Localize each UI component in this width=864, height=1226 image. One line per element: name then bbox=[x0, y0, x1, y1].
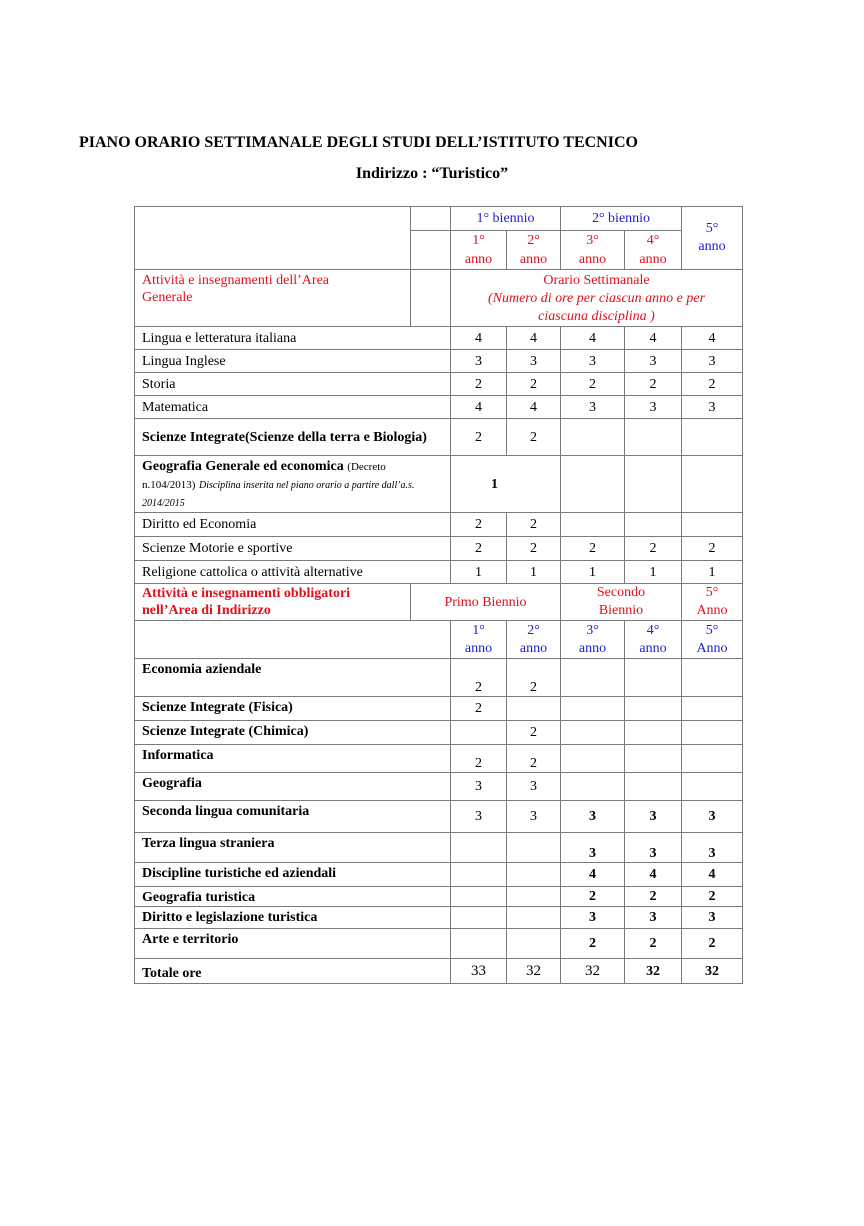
header-year-2 bbox=[507, 231, 561, 270]
subject-name: Diritto e legislazione turistica bbox=[135, 907, 451, 929]
subject-name: Lingua e letteratura italiana bbox=[135, 327, 451, 350]
hours-cell: 4 bbox=[561, 863, 625, 887]
hours-cell: 2 bbox=[451, 373, 507, 396]
subject-name: Scienze Integrate (Chimica) bbox=[135, 721, 451, 745]
hours-cell: 2 bbox=[507, 659, 561, 697]
hours-cell: 3 bbox=[625, 833, 682, 863]
anno-label: Anno bbox=[696, 640, 728, 656]
header-spacer-cell bbox=[411, 231, 451, 270]
hours-cell bbox=[682, 697, 743, 721]
decreto-ref: (Decreto bbox=[347, 461, 386, 473]
hours-cell: 2 bbox=[507, 419, 561, 456]
subject-name: Religione cattolica o attività alternative bbox=[135, 561, 451, 584]
hours-cell: 3 bbox=[451, 773, 507, 801]
hours-cell: 1 bbox=[451, 456, 561, 513]
hours-cell bbox=[682, 773, 743, 801]
header-biennio-1: 1° biennio bbox=[451, 207, 561, 231]
hours-cell bbox=[625, 659, 682, 697]
hours-cell: 1 bbox=[507, 561, 561, 584]
table-row bbox=[135, 801, 743, 833]
hours-cell bbox=[625, 773, 682, 801]
hours-cell bbox=[682, 745, 743, 773]
subject-name: Economia aziendale bbox=[135, 659, 451, 697]
area-indirizzo-label: Attività e insegnamenti obbligatori nell’Area di Indirizzo bbox=[135, 584, 411, 621]
year-label: 1° bbox=[472, 233, 485, 248]
hours-cell: 3 bbox=[682, 833, 743, 863]
indirizzo-year-4 bbox=[625, 621, 682, 659]
indirizzo-year-1 bbox=[451, 621, 507, 659]
hours-cell: 3 bbox=[625, 396, 682, 419]
hours-cell: 1 bbox=[451, 561, 507, 584]
table-row bbox=[135, 350, 743, 373]
hours-cell: 3 bbox=[682, 907, 743, 929]
hours-cell bbox=[561, 773, 625, 801]
geografia-generale-name bbox=[135, 456, 451, 513]
subject-name: Scienze Integrate(Scienze della terra e Biologia) bbox=[135, 419, 451, 456]
table-row bbox=[135, 327, 743, 350]
year-label: 2° bbox=[527, 622, 540, 638]
hours-cell: 2 bbox=[682, 373, 743, 396]
hours-cell: 4 bbox=[507, 327, 561, 350]
totale-value: 32 bbox=[682, 959, 743, 984]
hours-cell bbox=[451, 863, 507, 887]
hours-cell bbox=[451, 721, 507, 745]
table-row bbox=[135, 929, 743, 959]
year-label: 5° bbox=[705, 221, 719, 236]
indirizzo-years-empty bbox=[135, 621, 451, 659]
hours-cell: 2 bbox=[561, 373, 625, 396]
quinto-anno-header bbox=[682, 584, 743, 621]
year-label: 3° bbox=[586, 233, 599, 248]
subject-name: Lingua Inglese bbox=[135, 350, 451, 373]
hours-cell: 3 bbox=[561, 801, 625, 833]
anno-label: anno bbox=[519, 640, 548, 656]
hours-cell bbox=[507, 833, 561, 863]
table-row bbox=[135, 513, 743, 537]
hours-cell bbox=[451, 887, 507, 907]
hours-cell bbox=[507, 697, 561, 721]
table-row bbox=[135, 659, 743, 697]
header-empty-cell bbox=[135, 207, 411, 270]
hours-cell: 3 bbox=[561, 907, 625, 929]
anno-label: anno bbox=[578, 640, 607, 656]
geografia-note: Disciplina inserita nel piano orario a partire dall’a.s. 2014/2015 bbox=[142, 480, 415, 509]
subject-name: Discipline turistiche ed aziendali bbox=[135, 863, 451, 887]
totale-value: 33 bbox=[451, 959, 507, 984]
hours-cell: 2 bbox=[507, 721, 561, 745]
hours-cell bbox=[625, 745, 682, 773]
table-row bbox=[135, 907, 743, 929]
hours-cell bbox=[625, 721, 682, 745]
subject-name: Arte e territorio bbox=[135, 929, 451, 959]
year-label: 3° bbox=[586, 622, 599, 638]
orario-settimanale-cell bbox=[451, 270, 743, 327]
indirizzo-year-3 bbox=[561, 621, 625, 659]
hours-cell bbox=[682, 659, 743, 697]
hours-cell: 2 bbox=[507, 745, 561, 773]
hours-cell bbox=[507, 887, 561, 907]
year-label: 2° bbox=[527, 233, 540, 248]
table-row bbox=[135, 697, 743, 721]
hours-cell: 3 bbox=[451, 801, 507, 833]
hours-cell: 4 bbox=[625, 863, 682, 887]
hours-cell bbox=[625, 456, 682, 513]
hours-cell: 3 bbox=[561, 396, 625, 419]
hours-cell: 2 bbox=[451, 513, 507, 537]
secondo-biennio-header: Secondo Biennio bbox=[561, 584, 682, 621]
hours-cell: 2 bbox=[682, 537, 743, 561]
hours-cell bbox=[682, 513, 743, 537]
hours-cell: 2 bbox=[561, 929, 625, 959]
hours-cell bbox=[625, 697, 682, 721]
hours-cell: 2 bbox=[451, 659, 507, 697]
anno-label: anno bbox=[464, 640, 493, 656]
hours-cell: 2 bbox=[451, 537, 507, 561]
subject-name: Informatica bbox=[135, 745, 451, 773]
year-label: 5° bbox=[705, 622, 719, 638]
hours-cell bbox=[625, 513, 682, 537]
header-spacer-cell bbox=[411, 207, 451, 231]
hours-cell bbox=[561, 697, 625, 721]
hours-cell: 2 bbox=[561, 887, 625, 907]
hours-cell: 4 bbox=[451, 327, 507, 350]
orario-settimanale-note: (Numero di ore per ciascun anno e per ciascuna disciplina ) bbox=[487, 291, 706, 324]
area-generale-spacer bbox=[411, 270, 451, 327]
hours-cell: 2 bbox=[507, 537, 561, 561]
hours-cell bbox=[561, 419, 625, 456]
hours-cell: 1 bbox=[625, 561, 682, 584]
hours-cell: 2 bbox=[507, 513, 561, 537]
hours-cell: 2 bbox=[507, 373, 561, 396]
indirizzo-year-2 bbox=[507, 621, 561, 659]
anno-label: anno bbox=[639, 640, 667, 656]
table-row bbox=[135, 373, 743, 396]
indirizzo-year-5 bbox=[682, 621, 743, 659]
hours-cell bbox=[507, 907, 561, 929]
table-row bbox=[135, 561, 743, 584]
subject-name: Storia bbox=[135, 373, 451, 396]
totale-value: 32 bbox=[561, 959, 625, 984]
hours-cell bbox=[561, 745, 625, 773]
hours-cell: 2 bbox=[682, 929, 743, 959]
hours-cell: 4 bbox=[507, 396, 561, 419]
hours-cell: 4 bbox=[682, 863, 743, 887]
hours-cell bbox=[625, 419, 682, 456]
anno-label: anno bbox=[639, 252, 667, 267]
table-row bbox=[135, 887, 743, 907]
hours-cell: 2 bbox=[625, 537, 682, 561]
hours-cell: 4 bbox=[561, 327, 625, 350]
document-subtitle: Indirizzo : “Turistico” bbox=[355, 165, 509, 182]
subject-name: Seconda lingua comunitaria bbox=[135, 801, 451, 833]
hours-cell bbox=[451, 833, 507, 863]
hours-cell bbox=[682, 721, 743, 745]
hours-cell: 2 bbox=[682, 887, 743, 907]
hours-cell: 3 bbox=[625, 801, 682, 833]
anno-label: anno bbox=[578, 252, 607, 267]
decreto-number: n.104/2013) bbox=[142, 479, 196, 491]
hours-cell bbox=[451, 929, 507, 959]
header-year-4 bbox=[625, 231, 682, 270]
hours-cell: 3 bbox=[682, 396, 743, 419]
hours-cell: 3 bbox=[507, 801, 561, 833]
document-title: PIANO ORARIO SETTIMANALE DEGLI STUDI DELL’ISTITUTO TECNICO bbox=[79, 134, 638, 151]
year-label: 4° bbox=[646, 233, 660, 248]
anno-label: Anno bbox=[696, 603, 728, 618]
orario-settimanale-title: Orario Settimanale bbox=[543, 273, 650, 288]
hours-cell: 2 bbox=[451, 745, 507, 773]
hours-cell: 1 bbox=[682, 561, 743, 584]
subject-name: Geografia turistica bbox=[135, 887, 451, 907]
hours-cell: 3 bbox=[682, 801, 743, 833]
hours-cell: 3 bbox=[561, 833, 625, 863]
hours-cell: 4 bbox=[625, 327, 682, 350]
hours-cell bbox=[507, 863, 561, 887]
subject-name: Scienze Motorie e sportive bbox=[135, 537, 451, 561]
table-row bbox=[135, 833, 743, 863]
hours-cell: 3 bbox=[451, 350, 507, 373]
hours-cell bbox=[561, 659, 625, 697]
anno-label: anno bbox=[698, 239, 726, 254]
hours-cell: 1 bbox=[561, 561, 625, 584]
hours-cell: 2 bbox=[625, 373, 682, 396]
hours-cell bbox=[451, 907, 507, 929]
subject-name: Terza lingua straniera bbox=[135, 833, 451, 863]
subject-name: Diritto ed Economia bbox=[135, 513, 451, 537]
hours-cell: 2 bbox=[451, 419, 507, 456]
subject-name: Geografia bbox=[135, 773, 451, 801]
table-row bbox=[135, 419, 743, 456]
hours-cell bbox=[682, 419, 743, 456]
hours-cell bbox=[561, 721, 625, 745]
header-year-1 bbox=[451, 231, 507, 270]
primo-biennio-header: Primo Biennio bbox=[411, 584, 561, 621]
anno-label: anno bbox=[519, 252, 548, 267]
header-year-5 bbox=[682, 207, 743, 270]
anno-label: anno bbox=[464, 252, 493, 267]
year-label: 4° bbox=[646, 622, 660, 638]
hours-cell: 4 bbox=[451, 396, 507, 419]
timetable bbox=[134, 206, 743, 984]
table-row bbox=[135, 773, 743, 801]
hours-cell: 4 bbox=[682, 327, 743, 350]
hours-cell: 3 bbox=[507, 773, 561, 801]
hours-cell bbox=[561, 456, 625, 513]
hours-cell: 2 bbox=[561, 537, 625, 561]
totale-value: 32 bbox=[625, 959, 682, 984]
subject-name: Geografia Generale ed economica bbox=[142, 459, 344, 474]
hours-cell bbox=[507, 929, 561, 959]
table-row bbox=[135, 396, 743, 419]
hours-cell bbox=[561, 513, 625, 537]
table-row bbox=[135, 721, 743, 745]
hours-cell: 3 bbox=[561, 350, 625, 373]
header-year-3 bbox=[561, 231, 625, 270]
table-row bbox=[135, 863, 743, 887]
hours-cell bbox=[682, 456, 743, 513]
year-label: 1° bbox=[472, 622, 485, 638]
hours-cell: 2 bbox=[625, 887, 682, 907]
hours-cell: 2 bbox=[625, 929, 682, 959]
area-generale-label: Attività e insegnamenti dell’Area Generale bbox=[135, 270, 411, 327]
hours-cell: 3 bbox=[625, 350, 682, 373]
table-row bbox=[135, 537, 743, 561]
hours-cell: 2 bbox=[451, 697, 507, 721]
hours-cell: 3 bbox=[682, 350, 743, 373]
subject-name: Scienze Integrate (Fisica) bbox=[135, 697, 451, 721]
totale-ore-label: Totale ore bbox=[135, 959, 451, 984]
year-label: 5° bbox=[705, 585, 719, 600]
totale-value: 32 bbox=[507, 959, 561, 984]
hours-cell: 3 bbox=[507, 350, 561, 373]
table-row bbox=[135, 745, 743, 773]
header-biennio-2: 2° biennio bbox=[561, 207, 682, 231]
subject-name: Matematica bbox=[135, 396, 451, 419]
hours-cell: 3 bbox=[625, 907, 682, 929]
